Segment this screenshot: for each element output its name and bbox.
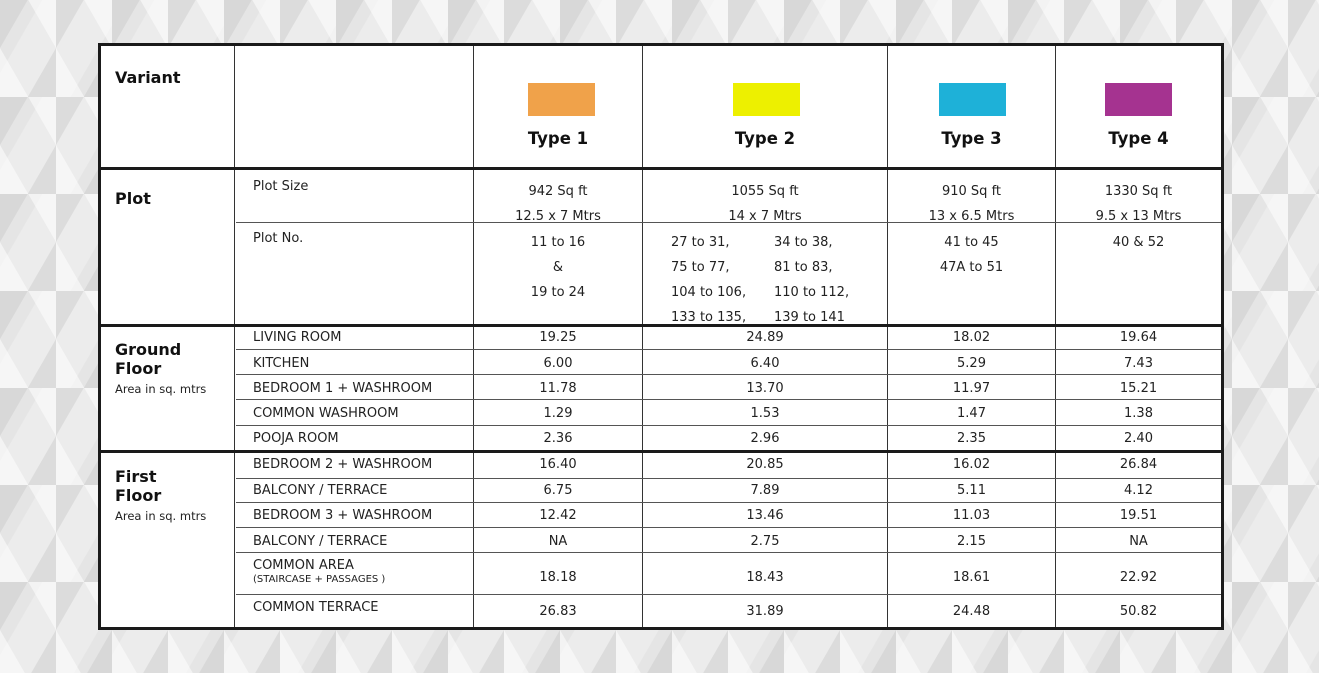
plot-no-label: Plot No. — [253, 231, 304, 246]
type-2-plot-numbers-left: 27 to 31, 75 to 77, 104 to 106, 133 to 135, — [671, 235, 747, 325]
type-2-plot-size: 1055 Sq ft 14 x 7 Mtrs — [728, 184, 802, 224]
row-divider — [236, 502, 1221, 503]
first-floor-row-label: BEDROOM 3 + WASHROOM — [253, 508, 433, 523]
first-floor-type-1-value: NA — [548, 534, 568, 549]
plot-size-label: Plot Size — [253, 179, 309, 194]
type-1-plot-numbers: 11 to 16 & 19 to 24 — [530, 235, 586, 300]
ground-floor-row-label: KITCHEN — [253, 356, 310, 371]
variant-comparison-table — [98, 43, 1224, 630]
ground-floor-type-3-value: 18.02 — [952, 330, 991, 345]
first-floor-type-1-value: 6.75 — [543, 483, 573, 498]
type-4-plot-size: 1330 Sq ft 9.5 x 13 Mtrs — [1095, 184, 1182, 224]
type-1-heading: Type 1 — [527, 129, 589, 148]
ground-floor-type-4-value: 15.21 — [1119, 381, 1158, 396]
first-floor-type-3-value: 16.02 — [952, 457, 991, 472]
type-2-color-swatch — [733, 83, 800, 116]
first-floor-type-3-value: 5.11 — [957, 483, 986, 498]
type-2-heading: Type 2 — [734, 129, 796, 148]
ground-floor-type-2-value: 2.96 — [750, 431, 780, 446]
first-floor-type-4-value: 22.92 — [1119, 570, 1158, 585]
ground-floor-type-4-value: 1.38 — [1124, 406, 1153, 421]
variant-heading: Variant — [115, 68, 181, 87]
type-3-plot-size: 910 Sq ft 13 x 6.5 Mtrs — [928, 184, 1015, 224]
ground-floor-type-1-value: 2.36 — [543, 431, 573, 446]
first-floor-type-1-value: 26.83 — [539, 604, 577, 619]
first-floor-type-2-value: 18.43 — [746, 570, 784, 585]
type-3-color-swatch — [939, 83, 1006, 116]
first-floor-row-label: COMMON AREA (STAIRCASE + PASSAGES ) — [253, 558, 386, 585]
row-divider — [236, 527, 1221, 528]
first-floor-type-4-value: NA — [1129, 534, 1148, 549]
ground-floor-type-4-value: 2.40 — [1124, 431, 1153, 446]
first-floor-area-note: Area in sq. mtrs — [115, 509, 207, 523]
first-floor-row-label: BEDROOM 2 + WASHROOM — [253, 457, 433, 472]
ground-floor-type-3-value: 1.47 — [957, 406, 986, 421]
plot-section-title: Plot — [115, 189, 151, 208]
ground-floor-row-label: LIVING ROOM — [253, 330, 342, 345]
first-floor-row-label: COMMON TERRACE — [253, 600, 379, 615]
type-4-color-swatch — [1105, 83, 1172, 116]
ground-floor-row-label: COMMON WASHROOM — [253, 406, 399, 421]
ground-floor-type-1-value: 11.78 — [539, 381, 577, 396]
ground-floor-section-title: Ground Floor Area in sq. mtrs — [115, 340, 207, 396]
first-floor-type-4-value: 19.51 — [1119, 508, 1158, 523]
section-divider — [101, 167, 1221, 170]
first-floor-row-label: BALCONY / TERRACE — [253, 483, 388, 498]
ground-floor-area-note: Area in sq. mtrs — [115, 382, 207, 396]
ground-floor-type-1-value: 6.00 — [543, 356, 573, 371]
first-floor-row-sublabel: (STAIRCASE + PASSAGES ) — [253, 574, 386, 585]
ground-floor-type-2-value: 1.53 — [750, 406, 780, 421]
ground-floor-type-3-value: 2.35 — [957, 431, 986, 446]
row-divider — [236, 425, 1221, 426]
row-divider — [236, 399, 1221, 400]
first-floor-row-label: BALCONY / TERRACE — [253, 534, 388, 549]
first-floor-type-3-value: 18.61 — [952, 570, 991, 585]
ground-floor-type-1-value: 1.29 — [543, 406, 573, 421]
type-1-color-swatch — [528, 83, 595, 116]
first-floor-type-2-value: 31.89 — [746, 604, 784, 619]
first-floor-type-4-value: 26.84 — [1119, 457, 1158, 472]
first-floor-section-title: First Floor Area in sq. mtrs — [115, 467, 207, 523]
first-floor-type-3-value: 11.03 — [952, 508, 991, 523]
ground-floor-type-2-value: 24.89 — [746, 330, 784, 345]
column-divider — [234, 46, 235, 627]
ground-floor-type-3-value: 5.29 — [957, 356, 986, 371]
ground-floor-type-1-value: 19.25 — [539, 330, 577, 345]
row-divider — [236, 478, 1221, 479]
row-divider — [236, 349, 1221, 350]
first-floor-type-2-value: 2.75 — [750, 534, 780, 549]
type-1-plot-size: 942 Sq ft 12.5 x 7 Mtrs — [515, 184, 601, 224]
ground-floor-type-3-value: 11.97 — [952, 381, 991, 396]
first-floor-type-2-value: 13.46 — [746, 508, 784, 523]
ground-floor-row-label: BEDROOM 1 + WASHROOM — [253, 381, 433, 396]
first-floor-type-4-value: 50.82 — [1119, 604, 1158, 619]
type-2-plot-numbers-right: 34 to 38, 81 to 83, 110 to 112, 139 to 141 — [774, 235, 850, 325]
row-divider — [236, 552, 1221, 553]
type-4-heading: Type 4 — [1108, 129, 1169, 148]
first-floor-type-1-value: 18.18 — [539, 570, 577, 585]
section-divider — [101, 450, 1221, 453]
row-divider — [236, 374, 1221, 375]
ground-floor-type-2-value: 13.70 — [746, 381, 784, 396]
type-4-plot-numbers: 40 & 52 — [1112, 235, 1165, 250]
ground-floor-type-2-value: 6.40 — [750, 356, 780, 371]
row-divider — [236, 594, 1221, 595]
type-3-heading: Type 3 — [941, 129, 1002, 148]
first-floor-type-1-value: 16.40 — [539, 457, 577, 472]
ground-floor-row-label: POOJA ROOM — [253, 431, 339, 446]
first-floor-type-3-value: 2.15 — [957, 534, 986, 549]
first-floor-type-2-value: 7.89 — [750, 483, 780, 498]
first-floor-type-4-value: 4.12 — [1124, 483, 1153, 498]
section-divider — [101, 324, 1221, 327]
ground-floor-type-4-value: 19.64 — [1119, 330, 1158, 345]
type-3-plot-numbers: 41 to 45 47A to 51 — [939, 235, 1004, 275]
ground-floor-type-4-value: 7.43 — [1124, 356, 1153, 371]
first-floor-type-2-value: 20.85 — [746, 457, 784, 472]
first-floor-type-1-value: 12.42 — [539, 508, 577, 523]
first-floor-type-3-value: 24.48 — [952, 604, 991, 619]
